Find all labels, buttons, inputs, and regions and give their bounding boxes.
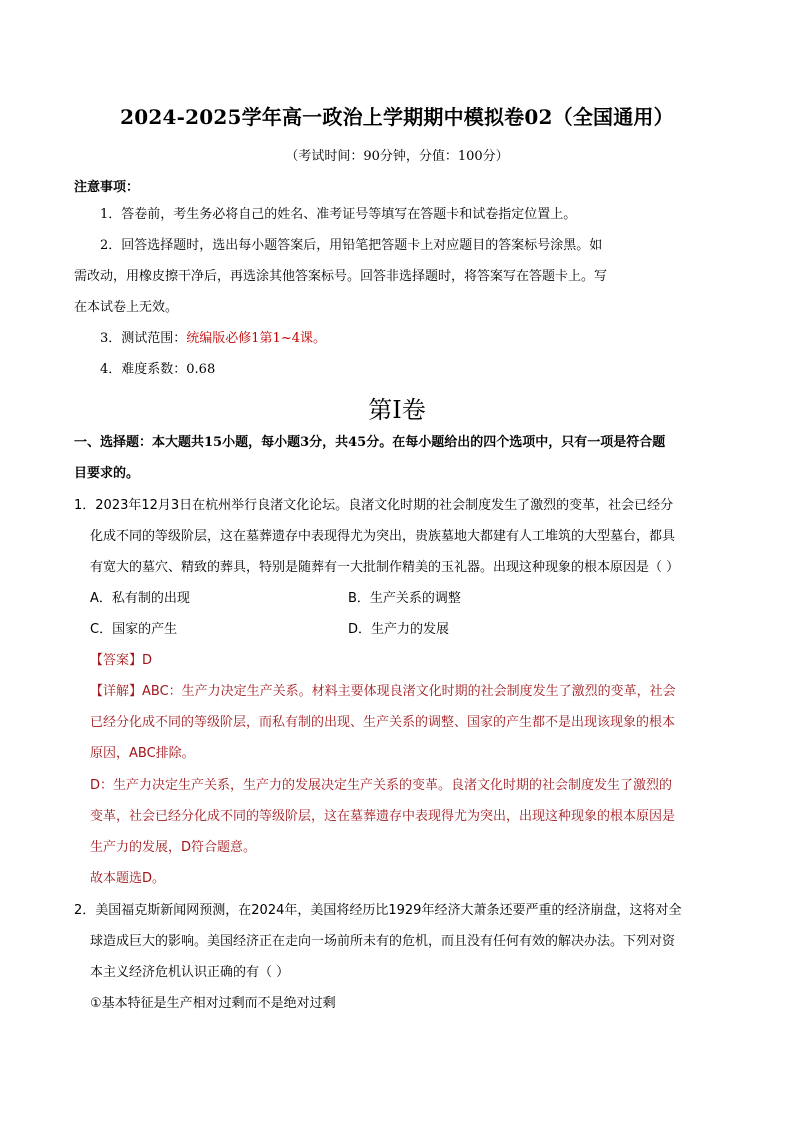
detail-text-1: ABC：生产力决定生产关系。材料主要体现良渚文化时期的社会制度发生了激烈的变革，社会 [142,684,676,699]
notice-item-4: 4．难度系数：0.68 [100,362,216,377]
question-2-item-1: ①基本特征是生产相对过剩而不是绝对过剩 [90,996,336,1011]
question-1-line-2: 化成不同的等级阶层，这在墓葬遗存中表现得尤为突出，贵族墓地大都建有人工堆筑的大型墓台，都具 [90,529,676,544]
question-1-conclusion: 故本题选D。 [90,871,166,886]
question-1-detail-line-2: 已经分化成不同的等级阶层，而私有制的出现、生产关系的调整、国家的产生都不是出现该现象的根本 [90,715,676,730]
notice-item-3-prefix: 3．测试范围： [100,331,187,346]
exam-title: 2024-2025学年高一政治上学期期中模拟卷02（全国通用） [120,105,674,129]
question-2-line-1: 2．美国福克斯新闻网预测，在2024年，美国将经历比1929年经济大萧条还要严重的经济崩盘，这将对全 [74,903,682,918]
question-1-option-a: A．私有制的出现 [90,591,190,606]
question-1-detail-line-6: 生产力的发展，D符合题意。 [90,840,257,855]
question-1-line-1: 1．2023年12月3日在杭州举行良渚文化论坛。良渚文化时期的社会制度发生了激烈的变革，社会已经分 [74,498,674,513]
question-1-option-c: C．国家的产生 [90,622,178,637]
question-1-option-d: D．生产力的发展 [348,622,450,637]
question-1-detail-line-1 [90,683,676,701]
detail-label: 【详解】 [90,684,143,699]
section-heading-line-1: 一、选择题：本大题共15小题，每小题3分，共45分。在每小题给出的四个选项中，只有一项是符合题 [74,435,666,450]
question-2-line-3: 本主义经济危机认识正确的有（ ） [90,965,290,980]
notice-item-2-line-2: 需改动，用橡皮擦干净后，再选涂其他答案标号。回答非选择题时，将答案写在答题卡上。写 [74,269,608,284]
section-heading-line-2: 目要求的。 [74,466,140,481]
question-1-detail-line-5: 变革，社会已经分化成不同的等级阶层，这在墓葬遗存中表现得尤为突出，出现这种现象的根本原因是 [90,809,676,824]
notice-heading: 注意事项： [74,180,140,195]
question-1-detail-line-3: 原因，ABC排除。 [90,746,195,761]
question-1-detail-line-4: D：生产力决定生产关系，生产力的发展决定生产关系的变革。良渚文化时期的社会制度发生了激烈的 [90,778,673,793]
question-1-line-3: 有宽大的墓穴、精致的葬具，特别是随葬有一大批制作精美的玉礼器。出现这种现象的根本原因是（ ） [90,560,680,575]
notice-item-2-line-3: 在本试卷上无效。 [74,300,179,315]
notice-item-3 [100,330,326,348]
test-range: 统编版必修1第1~4课。 [186,331,326,346]
notice-item-2-line-1: 2．回答选择题时，选出每小题答案后，用铅笔把答题卡上对应题目的答案标号涂黑。如 [100,238,603,253]
volume-heading: 第Ⅰ卷 [368,396,426,424]
notice-item-1: 1．答卷前，考生务必将自己的姓名、准考证号等填写在答题卡和试卷指定位置上。 [100,207,577,222]
question-2-line-2: 球造成巨大的影响。美国经济正在走向一场前所未有的危机，而且没有任何有效的解决办法。下列对资 [90,934,676,949]
question-1-answer: 【答案】D [90,653,153,668]
exam-subtitle: （考试时间：90分钟，分值：100分） [285,149,509,164]
question-1-option-b: B．生产关系的调整 [348,591,461,606]
